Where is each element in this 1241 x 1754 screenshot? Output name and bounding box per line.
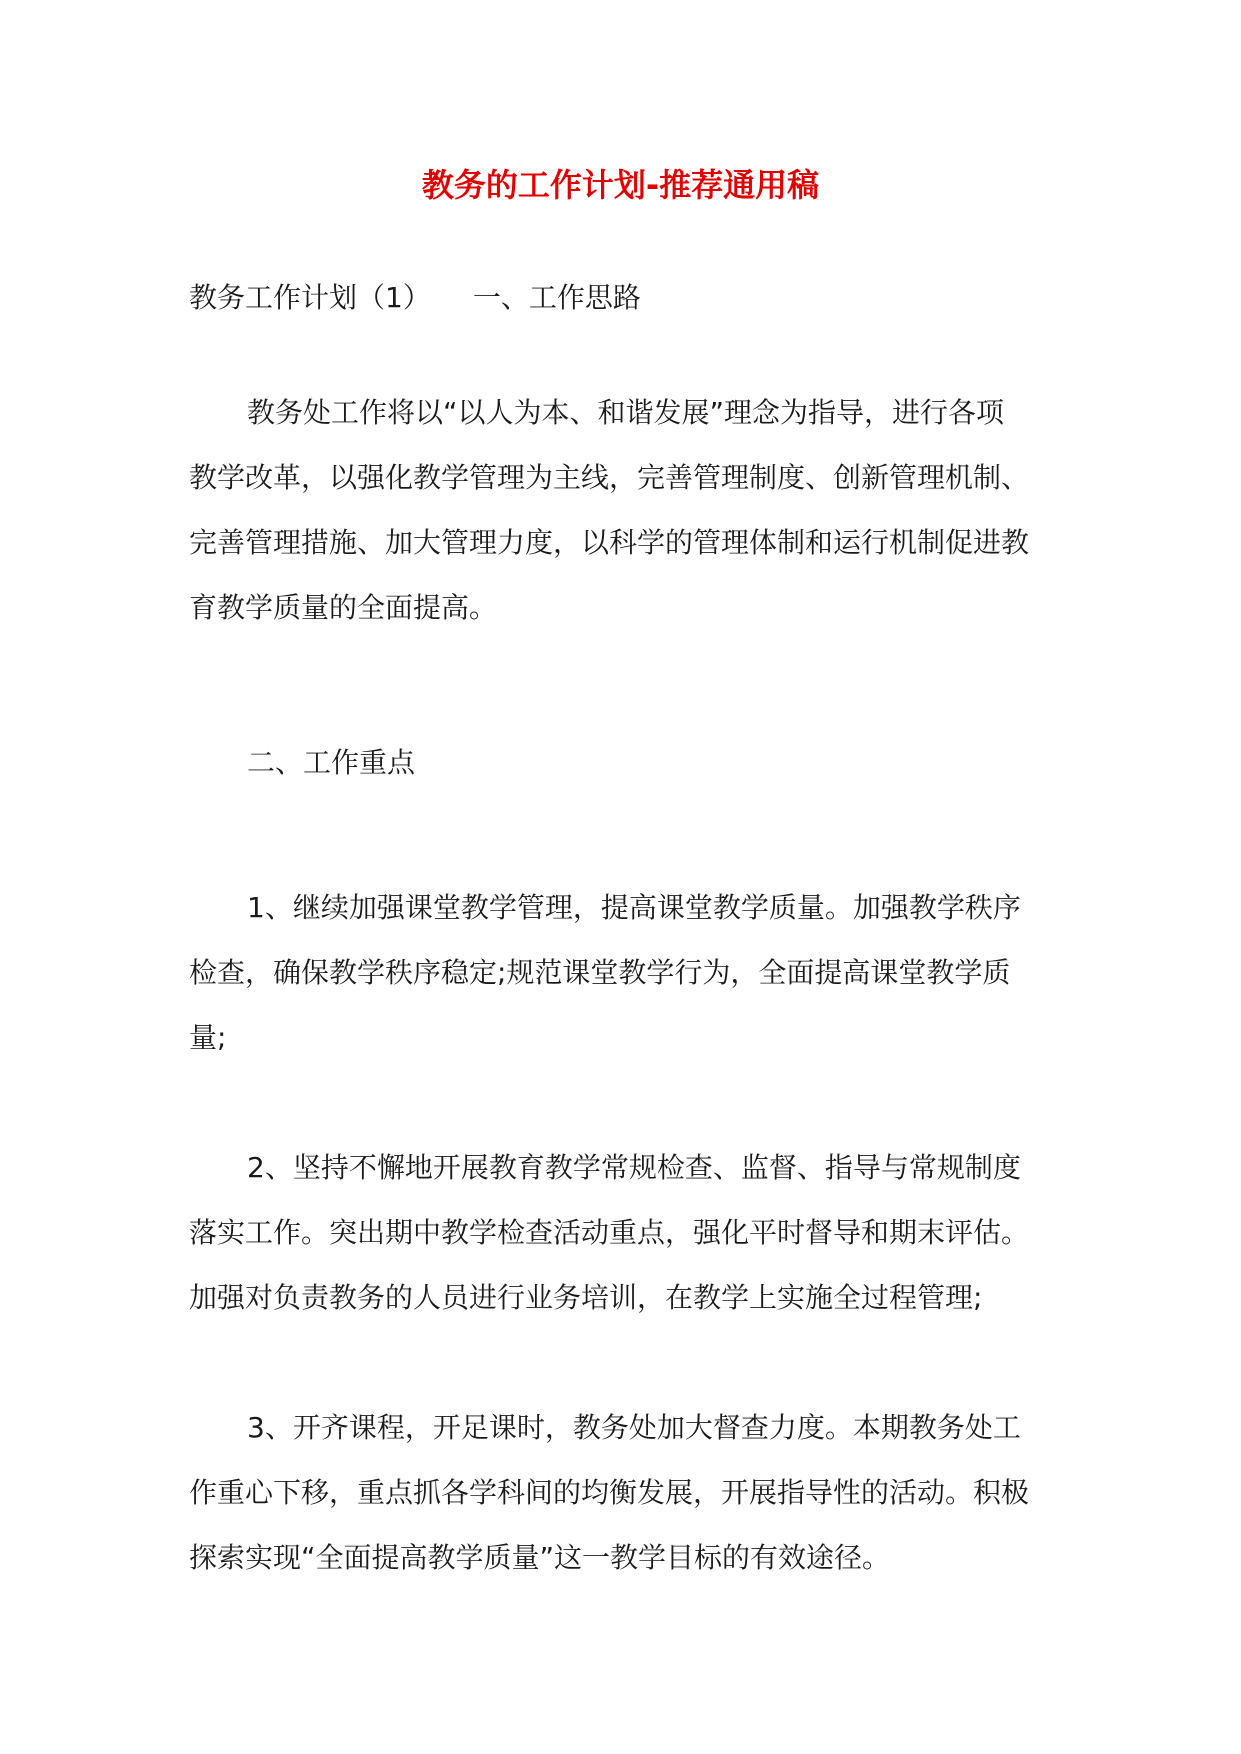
paragraph-work-idea [189, 380, 1059, 640]
section-heading-work-focus [189, 730, 1059, 795]
paragraph-line: 检查，确保教学秩序稳定;规范课堂教学行为，全面提高课堂教学质 [189, 956, 1011, 989]
paragraph-line: 育教学质量的全面提高。 [189, 591, 498, 624]
paragraph-line: 1、继续加强课堂教学管理，提高课堂教学质量。加强教学秩序 [247, 891, 1021, 924]
paragraph-line: 落实工作。突出期中教学检查活动重点，强化平时督导和期末评估。 [189, 1216, 1030, 1249]
paragraph-line: 探索实现“全面提高教学质量”这一教学目标的有效途径。 [189, 1541, 891, 1574]
paragraph-line: 作重心下移，重点抓各学科间的均衡发展，开展指导性的活动。积极 [189, 1476, 1030, 1509]
document-title: 教务的工作计划-推荐通用稿 [421, 166, 820, 204]
paragraph-line: 二、工作重点 [247, 746, 416, 779]
paragraph-line: 2、坚持不懈地开展教育教学常规检查、监督、指导与常规制度 [247, 1151, 1021, 1184]
paragraph-line: 教务处工作将以“以人为本、和谐发展”理念为指导，进行各项 [247, 396, 1005, 429]
paragraph-line: 教务工作计划（1） 一、工作思路 [189, 281, 641, 314]
paragraph-line: 量; [189, 1021, 227, 1054]
paragraph-line: 教学改革，以强化教学管理为主线，完善管理制度、创新管理机制、 [189, 461, 1030, 494]
paragraph-point-2 [189, 1135, 1059, 1330]
paragraph-point-1 [189, 875, 1059, 1070]
heading-line [189, 265, 1059, 330]
paragraph-line: 完善管理措施、加大管理力度，以科学的管理体制和运行机制促进教 [189, 526, 1030, 559]
paragraph-point-3 [189, 1395, 1059, 1590]
paragraph-line: 加强对负责教务的人员进行业务培训，在教学上实施全过程管理; [189, 1281, 983, 1314]
paragraph-line: 3、开齐课程，开足课时，教务处加大督查力度。本期教务处工 [247, 1411, 1021, 1444]
